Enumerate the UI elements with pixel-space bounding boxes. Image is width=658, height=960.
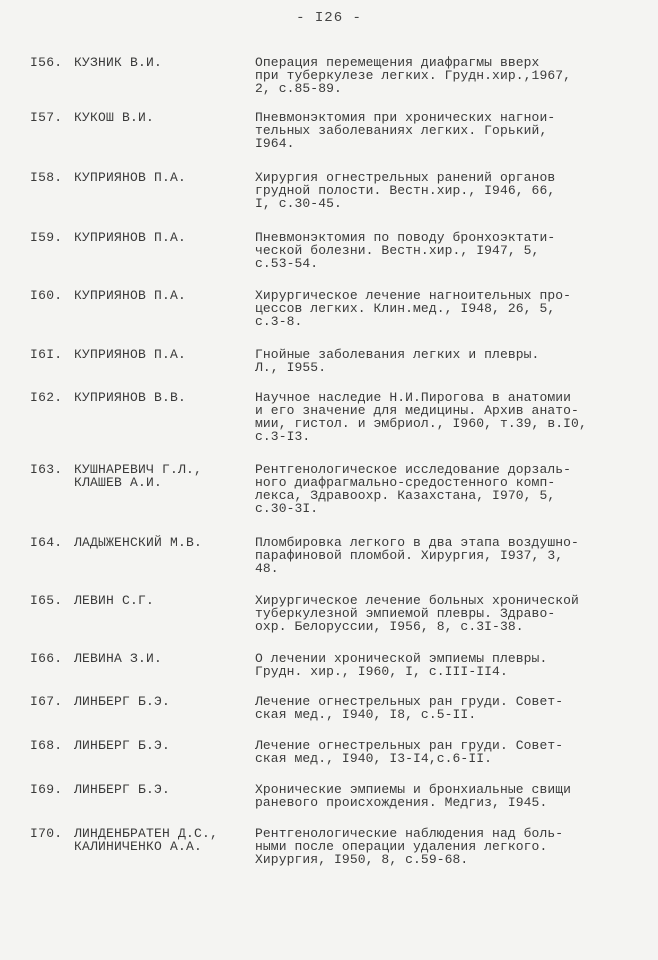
entry-description: Операция перемещения диафрагмы вверх при туберкулезе легких. Грудн.хир.,1967, 2, с.85-89. <box>255 55 572 96</box>
entry-description: Рентгенологическое исследование дорзаль- ного диафрагмально-средостенного комп- лекса, Здравоохр. Казахстана, I970, 5, с.30-3I. <box>255 462 572 516</box>
entry-author: КУПРИЯНОВ П.А. <box>74 230 187 245</box>
entry-number: I68. <box>30 738 63 753</box>
entry-description: Пневмонэктомия по поводу бронхоэктати- ческой болезни. Вестн.хир., I947, 5, с.53-54. <box>255 230 556 271</box>
page-number: - I26 - <box>296 10 362 26</box>
entry-number: I57. <box>30 110 63 125</box>
entry-author: КУЗНИК В.И. <box>74 55 163 70</box>
entry-description: Хирургическое лечение нагноительных про- цессов легких. Клин.мед., I948, 26, 5, с.3-8. <box>255 288 572 329</box>
entry-number: I6I. <box>30 347 63 362</box>
entry-description: О лечении хронической эмпиемы плевры. Грудн. хир., I960, I, с.III-II4. <box>255 651 548 679</box>
entry-author: ЛИНДЕНБРАТЕН Д.С., КАЛИНИЧЕНКО А.А. <box>74 826 219 854</box>
entry-description: Пневмонэктомия при хронических нагнои- тельных заболеваниях легких. Горький, I964. <box>255 110 556 151</box>
entry-author: КУПРИЯНОВ П.А. <box>74 288 187 303</box>
entry-description: Хирургия огнестрельных ранений органов грудной полости. Вестн.хир., I946, 66, I, с.30-45. <box>255 170 556 211</box>
entry-number: I62. <box>30 390 63 405</box>
entry-number: I67. <box>30 694 63 709</box>
entry-description: Пломбировка легкого в два этапа воздушно- парафиновой пломбой. Хирургия, I937, 3, 48. <box>255 535 579 576</box>
entry-number: I63. <box>30 462 63 477</box>
entry-description: Лечение огнестрельных ран груди. Совет- ская мед., I940, I3-I4,с.6-II. <box>255 738 564 766</box>
entry-author: ЛИНБЕРГ Б.Э. <box>74 694 171 709</box>
entry-number: I56. <box>30 55 63 70</box>
entry-author: ЛИНБЕРГ Б.Э. <box>74 738 171 753</box>
entry-description: Рентгенологические наблюдения над боль- ными после операции удаления легкого. Хирургия, I950, 8, с.59-68. <box>255 826 564 867</box>
entry-number: I59. <box>30 230 63 245</box>
entry-author: КУКОШ В.И. <box>74 110 155 125</box>
entry-description: Научное наследие Н.И.Пирогова в анатомии и его значение для медицины. Архив анато- мии, гистол. и эмбриол., I960, т.39, в.I0, с.3-I3. <box>255 390 587 444</box>
entry-number: I60. <box>30 288 63 303</box>
entry-number: I69. <box>30 782 63 797</box>
entry-author: ЛАДЫЖЕНСКИЙ М.В. <box>74 535 203 550</box>
entry-description: Хирургическое лечение больных хронической туберкулезной эмпиемой плевры. Здраво- охр. Белоруссии, I956, 8, с.3I-38. <box>255 593 579 634</box>
entry-author: КУШНАРЕВИЧ Г.Л., КЛАШЕВ А.И. <box>74 462 203 490</box>
entry-author: ЛИНБЕРГ Б.Э. <box>74 782 171 797</box>
entry-author: ЛЕВИНА З.И. <box>74 651 163 666</box>
entry-description: Хронические эмпиемы и бронхиальные свищи раневого происхождения. Медгиз, I945. <box>255 782 572 810</box>
entry-author: КУПРИЯНОВ П.А. <box>74 347 187 362</box>
entry-number: I58. <box>30 170 63 185</box>
entry-author: КУПРИЯНОВ В.В. <box>74 390 187 405</box>
entry-author: КУПРИЯНОВ П.А. <box>74 170 187 185</box>
entry-author: ЛЕВИН С.Г. <box>74 593 155 608</box>
entry-description: Гнойные заболевания легких и плевры. Л., I955. <box>255 347 540 375</box>
entry-description: Лечение огнестрельных ран груди. Совет- ская мед., I940, I8, с.5-II. <box>255 694 564 722</box>
entry-number: I66. <box>30 651 63 666</box>
entry-number: I65. <box>30 593 63 608</box>
entry-number: I64. <box>30 535 63 550</box>
entry-number: I70. <box>30 826 63 841</box>
